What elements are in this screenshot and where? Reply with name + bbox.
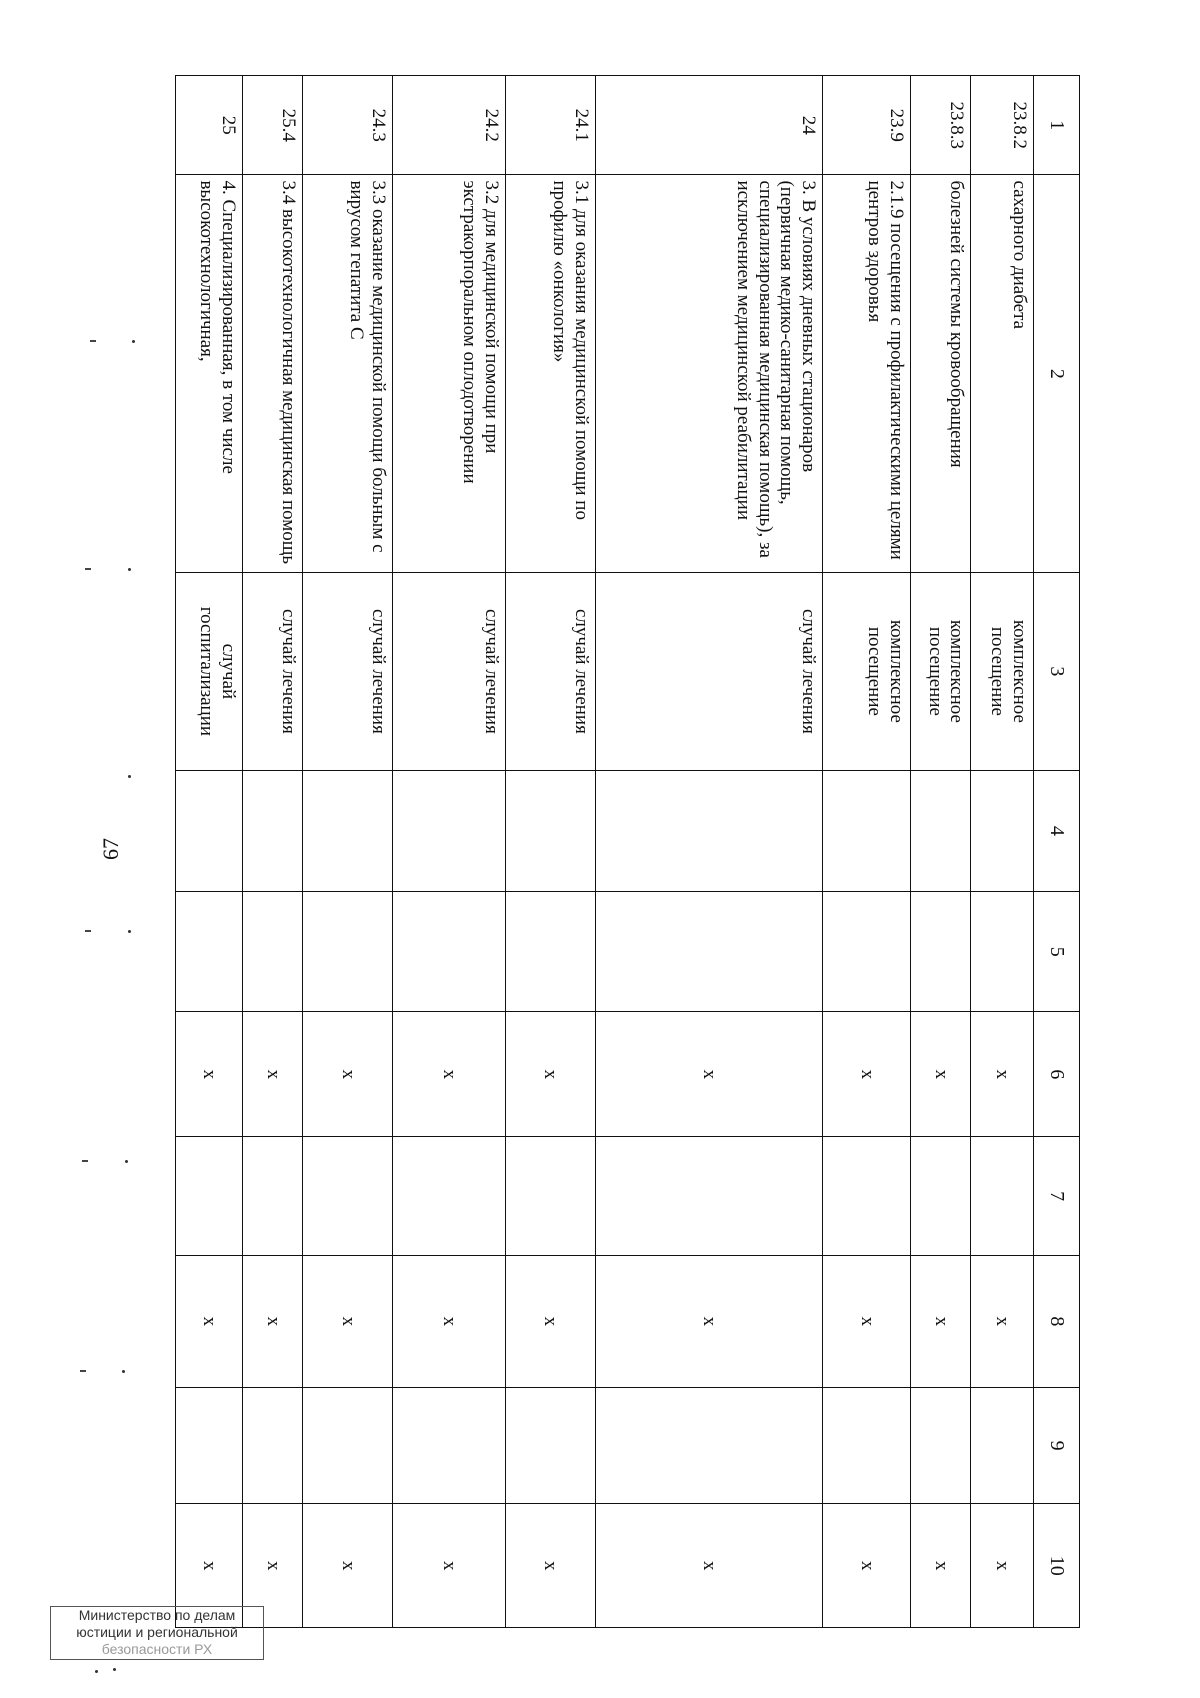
cell: х xyxy=(971,1504,1034,1628)
cell xyxy=(242,892,303,1012)
stamp-line: юстиции и региональной xyxy=(76,1624,238,1640)
header-row xyxy=(1034,76,1080,1628)
row-number: 24 xyxy=(595,76,823,175)
cell xyxy=(176,770,243,892)
cell: х xyxy=(303,1504,393,1628)
row-number: 24.2 xyxy=(393,76,506,175)
row-name: 3.2 для медицинской помощи при экстракорпоральном оплодотворении xyxy=(393,175,506,573)
scan-speck xyxy=(85,930,91,932)
cell: х xyxy=(176,1012,243,1137)
cell xyxy=(910,1137,971,1255)
row-number: 23.8.2 xyxy=(971,76,1034,175)
scan-speck xyxy=(122,1370,125,1373)
header-cell: 9 xyxy=(1034,1387,1080,1504)
header-cell: 8 xyxy=(1034,1255,1080,1387)
cell: х xyxy=(910,1504,971,1628)
row-unit: случай лечения xyxy=(505,573,595,770)
cell xyxy=(910,1387,971,1504)
cell xyxy=(595,892,823,1012)
table-row xyxy=(242,76,303,1628)
row-name: 3. В условиях дневных стационаров (первичная медико-санитарная помощь, специализированная медицинская помощь), за исключением медицинской реабилитации xyxy=(595,175,823,573)
header-cell: 10 xyxy=(1034,1504,1080,1628)
row-number: 24.3 xyxy=(303,76,393,175)
cell xyxy=(242,1137,303,1255)
table-row xyxy=(303,76,393,1628)
scan-speck xyxy=(95,1670,98,1673)
cell: х xyxy=(303,1255,393,1387)
cell: х xyxy=(971,1012,1034,1137)
header-cell: 2 xyxy=(1034,175,1080,573)
scan-speck xyxy=(113,1668,116,1671)
cell: х xyxy=(242,1255,303,1387)
row-name: 3.1 для оказания медицинской помощи по профилю «онкология» xyxy=(505,175,595,573)
scan-speck xyxy=(85,568,91,570)
cell: х xyxy=(595,1504,823,1628)
cell: х xyxy=(242,1504,303,1628)
cell xyxy=(971,770,1034,892)
header-cell: 7 xyxy=(1034,1137,1080,1255)
cell: х xyxy=(393,1504,506,1628)
cell: х xyxy=(595,1255,823,1387)
cell xyxy=(910,892,971,1012)
cell xyxy=(303,1137,393,1255)
table-row xyxy=(910,76,971,1628)
row-unit: случай лечения xyxy=(242,573,303,770)
cell xyxy=(505,770,595,892)
scan-speck xyxy=(128,930,131,933)
cell xyxy=(910,770,971,892)
row-name: 3.3 оказание медицинской помощи больным с вирусом гепатита С xyxy=(303,175,393,573)
row-name: 3.4 высокотехнологичная медицинская помощь xyxy=(242,175,303,573)
cell xyxy=(303,770,393,892)
ministry-stamp xyxy=(50,1606,264,1660)
cell xyxy=(971,1387,1034,1504)
header-cell: 5 xyxy=(1034,892,1080,1012)
cell: х xyxy=(823,1012,911,1137)
row-number: 23.8.3 xyxy=(910,76,971,175)
cell: х xyxy=(910,1012,971,1137)
row-name: 2.1.9 посещения с профилактическими целями центров здоровья xyxy=(823,175,911,573)
row-unit: случай лечения xyxy=(393,573,506,770)
row-number: 25.4 xyxy=(242,76,303,175)
rotated-table-wrapper xyxy=(175,75,1080,1628)
cell: х xyxy=(823,1504,911,1628)
cell xyxy=(971,1137,1034,1255)
cell xyxy=(393,892,506,1012)
cell xyxy=(176,1387,243,1504)
cell xyxy=(393,770,506,892)
cell: х xyxy=(176,1255,243,1387)
cell: х xyxy=(393,1255,506,1387)
cell: х xyxy=(505,1255,595,1387)
row-unit: комплексное посещение xyxy=(971,573,1034,770)
cell xyxy=(595,770,823,892)
cell xyxy=(303,892,393,1012)
cell xyxy=(242,770,303,892)
cell xyxy=(242,1387,303,1504)
cell: х xyxy=(823,1255,911,1387)
row-name: сахарного диабета xyxy=(971,175,1034,573)
cell xyxy=(595,1387,823,1504)
stamp-line: безопасности РХ xyxy=(101,1641,213,1657)
cell xyxy=(595,1137,823,1255)
cell: х xyxy=(505,1504,595,1628)
table-row xyxy=(971,76,1034,1628)
scan-speck xyxy=(82,1160,88,1162)
row-unit: комплексное посещение xyxy=(823,573,911,770)
cell xyxy=(971,892,1034,1012)
cell xyxy=(176,1137,243,1255)
cell: х xyxy=(393,1012,506,1137)
row-unit: случай лечения xyxy=(595,573,823,770)
header-cell: 3 xyxy=(1034,573,1080,770)
cell: х xyxy=(303,1012,393,1137)
table-row xyxy=(393,76,506,1628)
cell xyxy=(176,892,243,1012)
cell: х xyxy=(242,1012,303,1137)
row-unit: случай лечения xyxy=(303,573,393,770)
cell xyxy=(393,1387,506,1504)
cell: х xyxy=(176,1504,243,1628)
scan-speck xyxy=(128,775,131,778)
row-unit: комплексное посещение xyxy=(910,573,971,770)
row-unit: случай госпитализации xyxy=(176,573,243,770)
table-row xyxy=(823,76,911,1628)
cell: х xyxy=(505,1012,595,1137)
table-row xyxy=(176,76,243,1628)
scan-speck xyxy=(90,340,96,342)
row-number: 25 xyxy=(176,76,243,175)
cell: х xyxy=(971,1255,1034,1387)
row-number: 24.1 xyxy=(505,76,595,175)
data-table xyxy=(175,75,1080,1628)
header-cell: 4 xyxy=(1034,770,1080,892)
cell xyxy=(823,892,911,1012)
cell xyxy=(505,1137,595,1255)
row-number: 23.9 xyxy=(823,76,911,175)
cell: х xyxy=(595,1012,823,1137)
scan-speck xyxy=(128,568,131,571)
header-cell: 6 xyxy=(1034,1012,1080,1137)
cell xyxy=(505,1387,595,1504)
cell: х xyxy=(910,1255,971,1387)
cell xyxy=(393,1137,506,1255)
header-cell: 1 xyxy=(1034,76,1080,175)
cell xyxy=(823,1387,911,1504)
cell xyxy=(303,1387,393,1504)
scan-speck xyxy=(132,340,135,343)
table-row xyxy=(595,76,823,1628)
row-name: 4. Специализированная, в том числе высокотехнологичная, xyxy=(176,175,243,573)
scan-speck xyxy=(125,1160,128,1163)
cell xyxy=(823,770,911,892)
scan-speck xyxy=(80,1370,86,1372)
cell xyxy=(823,1137,911,1255)
page-number: 67 xyxy=(98,838,123,860)
stamp-line: Министерство по делам xyxy=(78,1607,236,1623)
table-row xyxy=(505,76,595,1628)
row-name: болезней системы кровообращения xyxy=(910,175,971,573)
cell xyxy=(505,892,595,1012)
